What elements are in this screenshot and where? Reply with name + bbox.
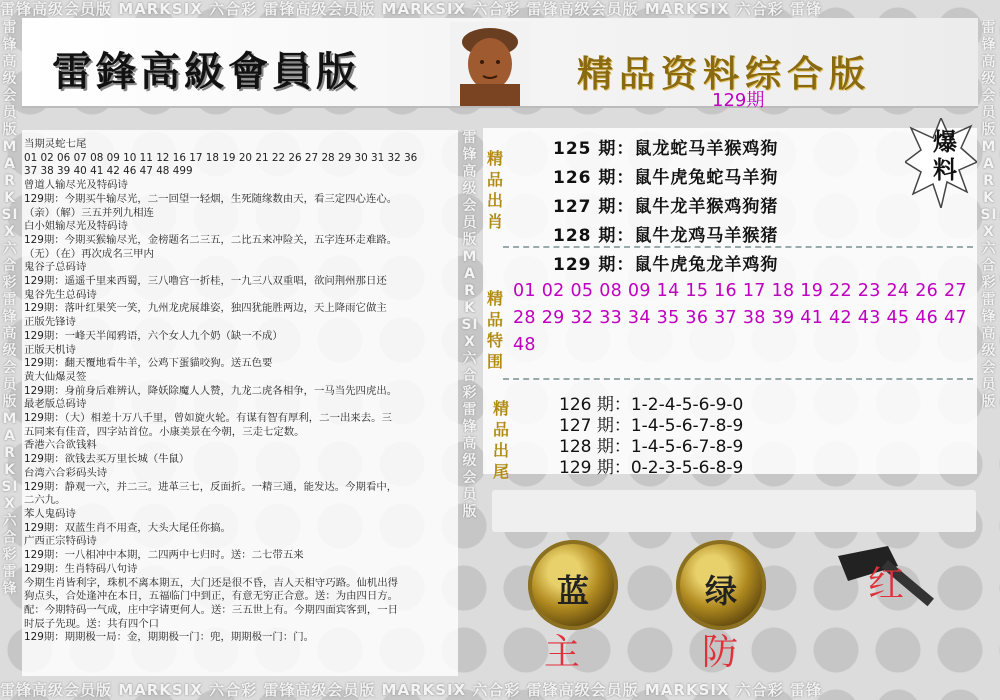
- left-line: 时辰子先现。送：共有四个口: [24, 617, 160, 630]
- left-line: 129期：翻天覆地看牛羊，公鸡下蛋貓咬狗。送五色要: [24, 357, 273, 370]
- left-line: 曾道人输尽光及特码诗: [24, 179, 128, 192]
- left-line: 129期：期期极一局：金，期期极一门：兜，期期极一门：门。: [24, 631, 314, 644]
- burst-label: 爆料: [933, 127, 957, 184]
- subtitle: 精品资料综合版: [577, 53, 872, 95]
- left-text-panel: [22, 130, 458, 676]
- header-banner: [22, 18, 978, 111]
- label-numbers: 精品特围: [486, 289, 503, 371]
- left-line: （无）（在）再次成名三甲内: [24, 247, 154, 260]
- bottom-watermark-strip: 雷锋高级会员版 MARKSIX 六合彩 雷锋高级会员版 MARKSIX 六合彩 雷锋高级会员版 MARKSIX 六合彩 雷锋: [0, 681, 822, 699]
- left-line: 正版先锋诗: [24, 316, 76, 329]
- left-line: 129期：一八相冲中本期，二四两中七归时。送：二七带五来: [24, 549, 304, 562]
- left-line: 五同来有佳音，四字站首位。小康美景在今朝，三走七定数。: [24, 425, 305, 438]
- left-line: 白小姐输尽光及特码诗: [24, 220, 128, 233]
- left-line: 当期灵蛇七尾: [24, 138, 87, 150]
- divider-1: [503, 246, 973, 248]
- left-line: 129期：生肖特码八句诗: [24, 562, 138, 575]
- blurred-banner: [492, 490, 976, 532]
- zodiac-row: 127 期：鼠牛龙羊猴鸡狗猪: [553, 197, 779, 217]
- left-line: 狗点头，合处逢冲在本日，五福临门中到正，有意无穷正合意。送：为由四日方。: [24, 590, 399, 603]
- left-line: 广西正宗特码诗: [24, 535, 97, 548]
- guard-char: 防: [702, 632, 739, 673]
- left-line: 台湾六合彩码头诗: [24, 466, 108, 479]
- number-grid: 01 02 05 08 09 14 15 16 17 18 19 22 23 24 26 27 28 29 32 33 34 35 36 37 38 39 41 42 43 45 46 47 48: [513, 281, 967, 355]
- right-watermark-strip: 雷锋高级会员版MARKSIX六合彩雷锋高级会员版: [980, 20, 998, 410]
- zodiac-row: 128 期：鼠牛龙鸡马羊猴猪: [553, 226, 779, 246]
- left-line: 129期：双蓝生肖不用查，大头大尾任你搞。: [24, 521, 231, 534]
- left-line: 129期：欲钱去买万里长城（牛鼠）: [24, 453, 190, 466]
- portrait-image: [450, 22, 530, 106]
- left-line: 01 02 06 07 08 09 10 11 12 16 17 18 19 20 21 22 26 27 28 29 30 31 32 36: [24, 151, 418, 164]
- left-watermark-strip: 雷锋高级会员版MARKSIX六合彩雷锋高级会员版MARKSIX六合彩雷锋: [1, 20, 19, 597]
- label-zodiac: 精品出肖: [486, 149, 503, 231]
- zodiac-row: 125 期：鼠龙蛇马羊猴鸡狗: [553, 139, 779, 159]
- right-data-panel: [483, 128, 977, 481]
- tail-row: 129 期：0-2-3-5-6-8-9: [559, 458, 744, 478]
- tail-row: 127 期：1-4-5-6-7-8-9: [559, 416, 744, 436]
- main-title: 雷鋒高級會員版: [52, 48, 360, 95]
- left-line: （亲）（解）三五并列九相连: [24, 206, 154, 219]
- left-line: 129期：一峰天半闻鸦语，六个女人九个奶（缺一不成）: [24, 329, 283, 342]
- medal-blue: [528, 540, 618, 630]
- left-line: 香港六合欲钱料: [24, 439, 97, 452]
- left-lines-list: [24, 138, 456, 645]
- left-line: 苯人鬼码诗: [24, 507, 76, 520]
- left-line: 129期：今期买牛输尽光，二一回望一轻烟，生死随缘数由天，看三定四心连心。: [24, 192, 398, 205]
- left-line: 鬼谷先生总码诗: [24, 288, 97, 301]
- divider-2: [503, 378, 973, 380]
- tail-row: 126 期：1-2-4-5-6-9-0: [559, 395, 744, 415]
- red-char: 红: [868, 564, 905, 605]
- medal-green: [676, 540, 766, 630]
- left-line: 今期生肖皆利字，珠机不离本期五，大门还是很不昏，吉人天相守巧路。仙机出得: [24, 576, 399, 589]
- top-watermark-strip: 雷锋高级会员版 MARKSIX 六合彩 雷锋高级会员版 MARKSIX 六合彩 雷锋高级会员版 MARKSIX 六合彩 雷锋: [0, 0, 822, 18]
- medal-green-label: 绿: [704, 572, 737, 610]
- tail-row: 128 期：1-4-5-6-7-8-9: [559, 437, 744, 457]
- medal-blue-label: 蓝: [556, 572, 589, 610]
- issue-number: 129期: [712, 90, 765, 111]
- left-line: 鬼谷子总码诗: [24, 261, 87, 274]
- zodiac-row: 126 期：鼠牛虎兔蛇马羊狗: [553, 168, 779, 188]
- middle-watermark-strip: 雷锋高级会员版MARKSIX六合彩雷锋高级会员版: [461, 130, 479, 520]
- left-line: 129期：今期买猴输尽光，金榜题名二三五，二比五来冲险关，五字连环走难路。: [24, 233, 398, 246]
- left-line: 正版天机诗: [24, 343, 76, 356]
- main-char: 主: [544, 632, 581, 673]
- left-line: 129期：身前身后难辨认，降妖除魔人人赞，九龙二虎各相争，一马当先四虎出。: [24, 384, 398, 397]
- left-line: 最老版总码诗: [24, 398, 87, 411]
- left-line: 二六九。: [24, 494, 66, 507]
- left-line: 配：今期特码一气成，庄中字请更何人。送：三五世上有。今期四面宾客到，一日: [24, 603, 399, 616]
- left-line: 129期：静观一六，并二三。进革三七，反面折。一精三通，能发达。今期看中，: [24, 480, 398, 493]
- left-line: 129期：遥遥千里来西蜀，三八噜宫一折桂，一九三八双重唱，欲问荆州那日还: [24, 275, 387, 288]
- label-tail: 精品出尾: [492, 399, 509, 481]
- left-line: 129期：（大）相差十万八千里，曾如旋火轮。有谋有智有厚利，二一出来去。三: [24, 412, 392, 425]
- left-line: 黄大仙爆灵签: [24, 370, 87, 383]
- left-line: 37 38 39 40 41 42 46 47 48 499: [24, 165, 193, 178]
- left-line: 129期：落叶红果笑一笑，九州龙虎展雄姿，独四犹能胜两边，天上降雨它做主: [24, 302, 387, 315]
- zodiac-row: 129 期：鼠牛虎兔龙羊鸡狗: [553, 255, 779, 275]
